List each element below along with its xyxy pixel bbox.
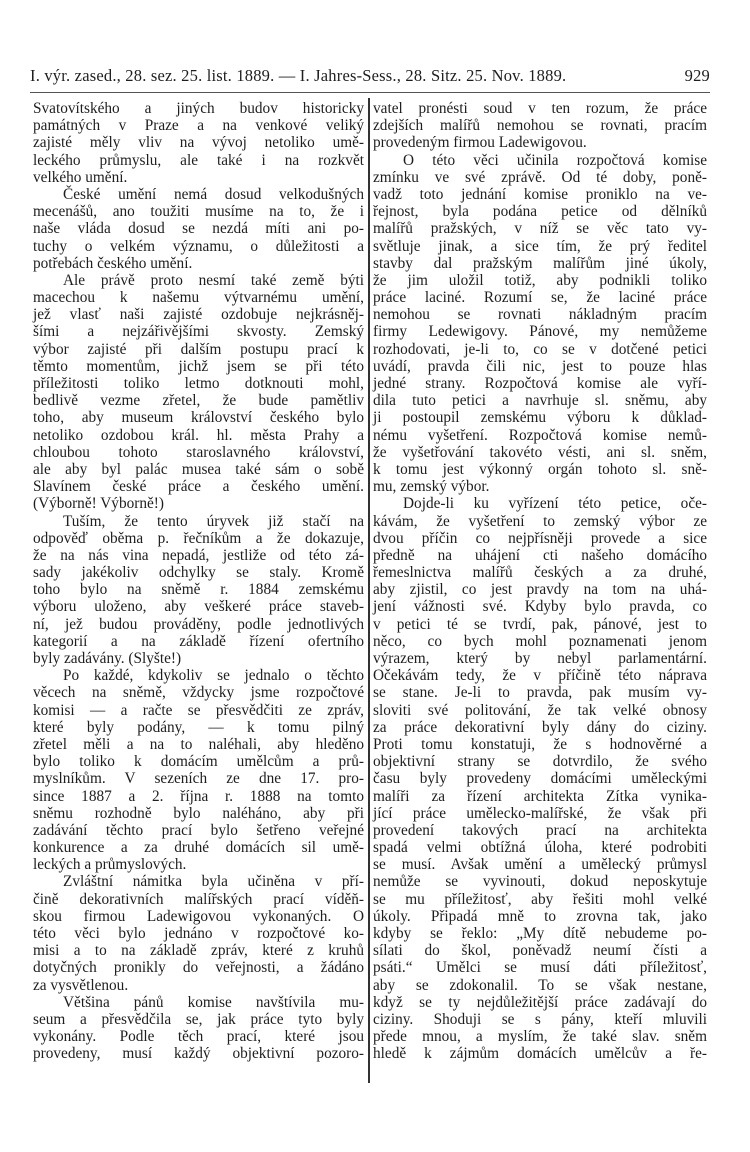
paragraph [33,873,364,993]
text-line: Očekávám tedy, že v příčině této náprava [373,667,707,685]
text-line: příležitosti toliko letmo dotknouti mohl, [33,375,364,392]
text-line: Ale právě proto nesmí také země býti [63,271,364,289]
text-line: sady jakékoliv odchylky se staly. Kromě [33,564,364,582]
text-line: že na nás vina nepadá, jestliže od této zá- [33,546,364,564]
text-line: dvou příčin co nejpřísněji provede a sice [373,529,707,547]
text-line: České umění nemá dosud velkodušných [63,185,364,203]
text-line: netoliko ozdobou král. hl. města Prahy a [33,426,364,444]
paragraph [33,994,364,1063]
text-line: chloubou tohoto staroslavného království, [33,443,364,461]
text-line: k tomu jest výkonný orgán tohoto sl. sně- [373,460,707,478]
text-line: šími a nejzářivějšími skvosty. Zemský [33,323,364,341]
text-line: misi a to na základě zpráv, které z kruhů [33,942,364,960]
text-line: leckého průmyslu, ale také i na rozkvět [33,151,364,169]
text-line: provedení takových prací na architekta [373,821,707,839]
text-line: když se ty nejdůležitější práce zadávají do [373,993,707,1011]
text-line: zmínku ve své zprávě. Od té doby, poně- [373,168,707,186]
page-number: 929 [684,66,710,85]
text-line: se stane. Je-li to pravda, pak musím vy- [373,684,707,702]
text-line: této věci bylo jednáno v rozpočtové ko- [33,925,364,942]
text-line: Tuším, že tento úryvek již stačí na [63,512,364,530]
text-line: konkurence a za druhé domácích sil umě- [33,839,364,857]
text-line: malířů pražských, v níž se věc tato vy- [373,220,707,238]
text-line: času byly provedeny domácími uměleckými [373,770,707,788]
header-title: I. výr. zased., 28. sez. 25. list. 1889. — I. Jahres-Sess., 28. Sitz. 25. Nov. 1889. [30,66,567,85]
paragraph [373,100,707,152]
text-line: Dojde-li ku vyřízení této petice, oče- [403,495,707,513]
text-line: památných v Praze a na venkové veliký [33,117,364,135]
text-line: aby se zdokonalil. To se však nestane, [373,976,707,994]
text-line: stavby dal pražským malířům jiné úkoly, [373,254,707,272]
running-header [30,66,710,90]
text-line: sílati do škol, poněvadž neumí čísti a [373,942,707,960]
paragraph [33,667,364,873]
text-line: Proti tomu konstatuji, že s hodnověrné a [373,735,707,753]
text-line: kávám, že vyšetření to zemský výbor ze [373,512,707,530]
text-line: výboru uloženo, aby veškeré práce staveb- [33,598,364,616]
text-line: že jim uložil totiž, aby podnikli toliko [373,271,707,289]
text-line: macechou k našemu výtvarnému umění, [33,289,364,307]
text-line: kdyby se řeklo: „My dítě nebudeme po- [373,925,707,942]
text-line: naše vláda dosud se nezdá míti ani po- [33,220,364,238]
text-line: nemohou se rovnati nákladným pracím [373,306,707,324]
text-line: rozhodovati, je-li to, co se v dotčené petici [373,340,707,358]
text-line: vatel pronésti soud v ten rozum, že práce [373,100,707,117]
text-line: přede mnou, a myslím, že také slav. sněm [373,1028,707,1046]
text-line: čině dekorativních malířských prací víděň- [33,890,364,908]
text-line: za práce dekorativní byly dány do ciziny. [373,718,707,736]
text-line: hledě k zájmům domácích umělcův a ře- [373,1045,707,1063]
text-line: za vysvětlenou. [33,976,129,994]
text-line: jení vážnosti své. Kdyby bylo pravda, co [373,598,707,616]
text-line: výrazem, který by nebyl parlamentární. [373,650,707,667]
text-line: objektivní strany se dotvrdilo, že svého [373,753,707,771]
text-line: psáti.“ Umělci se musí dáti příležitosť, [373,959,707,977]
text-line: nemůže se vyvinouti, dokud neposkytuje [373,873,707,891]
text-line: se mu příležitosť, aby řešiti mohl velké [373,890,707,908]
text-line: O této věci učinila rozpočtová komise [403,151,707,169]
text-line: řemeslnictva malířů českých a za druhé, [373,564,707,582]
text-line: firmy Ledewigovy. Pánové, my nemůžeme [373,323,707,341]
text-line: tuchy o velkém významu, o důležitosti a [33,237,364,255]
text-line: ji postoupil zemskému výboru k důklad- [373,409,707,427]
text-line: zřetel měli a na to naléhali, aby hleděno [33,735,364,753]
text-line: myslníkům. V sezeních ze dne 17. pro- [33,770,364,788]
text-line: toho bylo na sněmě r. 1884 zemskému [33,581,364,599]
paragraph [33,100,364,186]
text-line: ní, jež budou prováděny, podle jednotlivých [33,615,364,633]
text-line: byly zadávány. (Slyšte!) [33,650,182,667]
text-line: kategorií a na základě řízení ofertního [33,632,364,650]
text-line: předně na uhájení cti našeho domácího [373,546,707,564]
text-line: zadávání těchto prací bylo šetřeno veřejné [33,821,364,839]
text-line: (Výborně! Výborně!) [33,495,164,513]
text-line: vykonány. Podle těch prací, které jsou [33,1028,364,1046]
text-line: Svatovítského a jiných budov historicky [33,100,364,117]
text-line: dotyčných pronikly do veřejnosti, a žádáno [33,959,364,977]
text-line: potřebách českého umění. [33,254,193,272]
text-line: dila tuto petici a navrhuje sl. sněmu, aby [373,392,707,410]
paragraph [373,495,707,1062]
text-line: mecenášů, ano toužiti musíme na to, že i [33,203,364,221]
text-line: výbor zajisté při dalším postupu prací k [33,340,364,358]
text-line: že vyšetřování takovéto vésti, ani sl. sněm, [373,443,707,461]
text-line: práce laciné. Rozumí se, že laciné práce [373,289,707,307]
left-column [33,100,364,1063]
text-line: v petici té se tvrdí, pak, pánové, jest to [373,615,707,633]
paragraph [33,513,364,668]
text-line: zdejších malířů nemohou se rovnati, pracím [373,117,707,135]
text-line: provedeným firmou Ladewigovou. [373,134,587,152]
paragraph [33,186,364,272]
text-line: mu, zemský výbor. [373,478,490,496]
paragraph [33,272,364,513]
text-line: velkého umění. [33,168,128,186]
text-line: malíři za řízení architekta Zítka vynika- [373,787,707,805]
header-rule [30,92,710,93]
text-line: bylo toliko k domácím umělcům a prů- [33,753,364,771]
text-line: zajisté měly vliv na vývoj netoliko umě- [33,134,364,152]
text-line: Slavínem české práce a českého umění. [33,478,364,496]
text-line: sněmu rozhodně bylo naléháno, aby při [33,804,364,822]
column-divider [368,98,370,1083]
text-line: komisi — a račte se přesvědčiti ze zpráv, [33,701,364,719]
text-line: vadž toto jednání komise proniklo na ve- [373,185,707,203]
text-line: ale aby byl palác musea také sám o sobě [33,460,364,478]
text-line: seum a přesvědčila se, jak práce tyto byly [33,1010,364,1028]
text-line: Většina pánů komise navštívila mu- [63,993,364,1011]
right-column [373,100,707,1063]
text-line: těmto momentům, jichž jsem se při této [33,357,364,375]
text-line: věcech na sněmě, vždycky jsme rozpočtové [33,684,364,702]
text-line: nému vyšetření. Rozpočtová komise nemů- [373,426,707,444]
text-line: Po každé, kdykoliv se jednalo o těchto [63,667,364,685]
text-line: leckých a průmyslových. [33,856,187,874]
text-line: ciziny. Shoduji se s pány, kteří mluvili [373,1010,707,1028]
text-line: sloviti své politování, že tak velké obnosy [373,701,707,719]
paragraph [373,152,707,496]
text-line: odpověď oběma p. řečníkům a že dokazuje, [33,529,364,547]
text-line: skou firmou Ladewigovou vykonaných. O [33,907,364,925]
text-line: řejnost, byla podána petice od dělníků [373,203,707,221]
text-line: toho, aby museum království českého bylo [33,409,364,427]
text-line: úkoly. Připadá mně to zrovna tak, jako [373,907,707,925]
text-line: se musí. Avšak umění a umělecký průmysl [373,856,707,874]
text-line: bedlivě vezme zřetel, že bude pamětliv [33,392,364,410]
text-line: které byly podány, — k tomu pilný [33,718,364,736]
text-line: jící práce umělecko-malířské, že však při [373,804,707,822]
text-line: aby zjistil, co jest pravdy na tom na uhá- [373,581,707,599]
text-line: provedeny, musí každý objektivní pozoro- [33,1045,364,1063]
text-line: since 1887 a 2. října r. 1888 na tomto [33,787,364,805]
text-line: Zvláštní námitka byla učiněna v pří- [63,873,364,891]
text-line: spadá velmi obtížná úloha, které podrobiti [373,839,707,857]
text-line: světluje jinak, a sice tím, že prý ředitel [373,237,707,255]
text-line: jedné strany. Rozpočtová komise ale vyří- [373,375,707,392]
text-line: jež vlasť naši zajisté ozdobuje nejkrásněj- [33,306,364,324]
text-line: něco, co bych mohl poznamenati jenom [373,632,707,650]
text-line: uvádí, pravda čili nic, jest to pouze hlas [373,357,707,375]
